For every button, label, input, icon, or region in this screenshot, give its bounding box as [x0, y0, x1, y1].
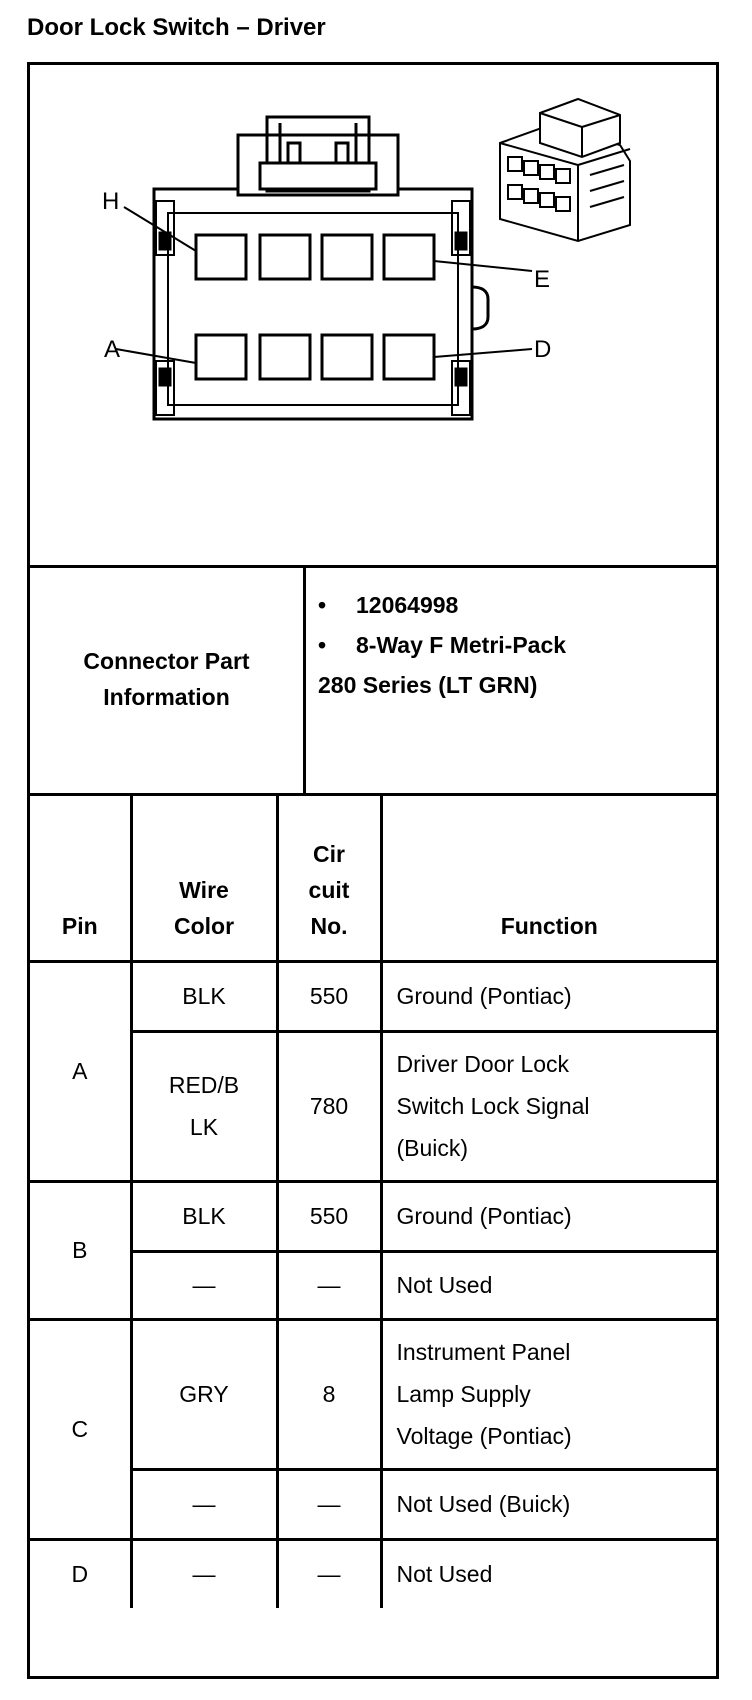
pin-cell: D [30, 1539, 131, 1608]
connector-info-heading: Connector Part Information [30, 565, 306, 793]
wire-cell: — [131, 1251, 277, 1319]
function-cell: Not Used [381, 1539, 716, 1608]
connector-sheet [27, 62, 719, 1679]
wire-cell: BLK [131, 961, 277, 1031]
pin-label-h: H [102, 188, 120, 215]
wire-cell: — [131, 1469, 277, 1539]
function-cell: Not Used (Buick) [381, 1469, 716, 1539]
circuit-cell: 780 [277, 1031, 381, 1181]
table-row [30, 1319, 716, 1469]
connector-type: • 8-Way F Metri-Pack [318, 632, 567, 658]
circuit-cell: 8 [277, 1319, 381, 1469]
function-cell: Driver Door Lock Switch Lock Signal (Buick) [381, 1031, 716, 1181]
wire-cell: GRY [131, 1319, 277, 1469]
header-function: Function [381, 793, 716, 961]
table-row [30, 1539, 716, 1608]
circuit-cell: — [277, 1469, 381, 1539]
pin-cell: B [30, 1181, 131, 1319]
connector-series: 280 Series (LT GRN) [318, 672, 538, 698]
table-row [30, 1031, 716, 1181]
pinout-table [30, 793, 716, 1608]
circuit-cell: 550 [277, 961, 381, 1031]
connector-info-details [318, 585, 566, 705]
connector-part-info [30, 565, 716, 796]
pin-label-e: E [534, 266, 551, 293]
connector-diagram [30, 65, 716, 568]
pin-label-a: A [104, 336, 121, 363]
table-row [30, 961, 716, 1031]
wire-cell: BLK [131, 1181, 277, 1251]
wire-cell: — [131, 1539, 277, 1608]
header-wire-color: Wire Color [131, 793, 277, 961]
pin-cell: A [30, 961, 131, 1181]
function-cell: Ground (Pontiac) [381, 1181, 716, 1251]
function-cell: Instrument Panel Lamp Supply Voltage (Pontiac) [381, 1319, 716, 1469]
pin-cell: C [30, 1319, 131, 1539]
part-number: • 12064998 [318, 592, 459, 618]
circuit-cell: 550 [277, 1181, 381, 1251]
header-pin: Pin [30, 793, 131, 961]
function-cell: Ground (Pontiac) [381, 961, 716, 1031]
table-row [30, 1181, 716, 1251]
circuit-cell: — [277, 1539, 381, 1608]
header-circuit: Cir cuit No. [277, 793, 381, 961]
connector-3d-icon [500, 99, 630, 241]
connector-face-view [30, 65, 716, 565]
pin-label-d: D [534, 336, 552, 363]
table-row [30, 1469, 716, 1539]
table-header-row [30, 793, 716, 961]
function-cell: Not Used [381, 1251, 716, 1319]
table-row [30, 1251, 716, 1319]
wire-cell: RED/B LK [131, 1031, 277, 1181]
circuit-cell: — [277, 1251, 381, 1319]
page-title: Door Lock Switch – Driver [27, 14, 326, 41]
